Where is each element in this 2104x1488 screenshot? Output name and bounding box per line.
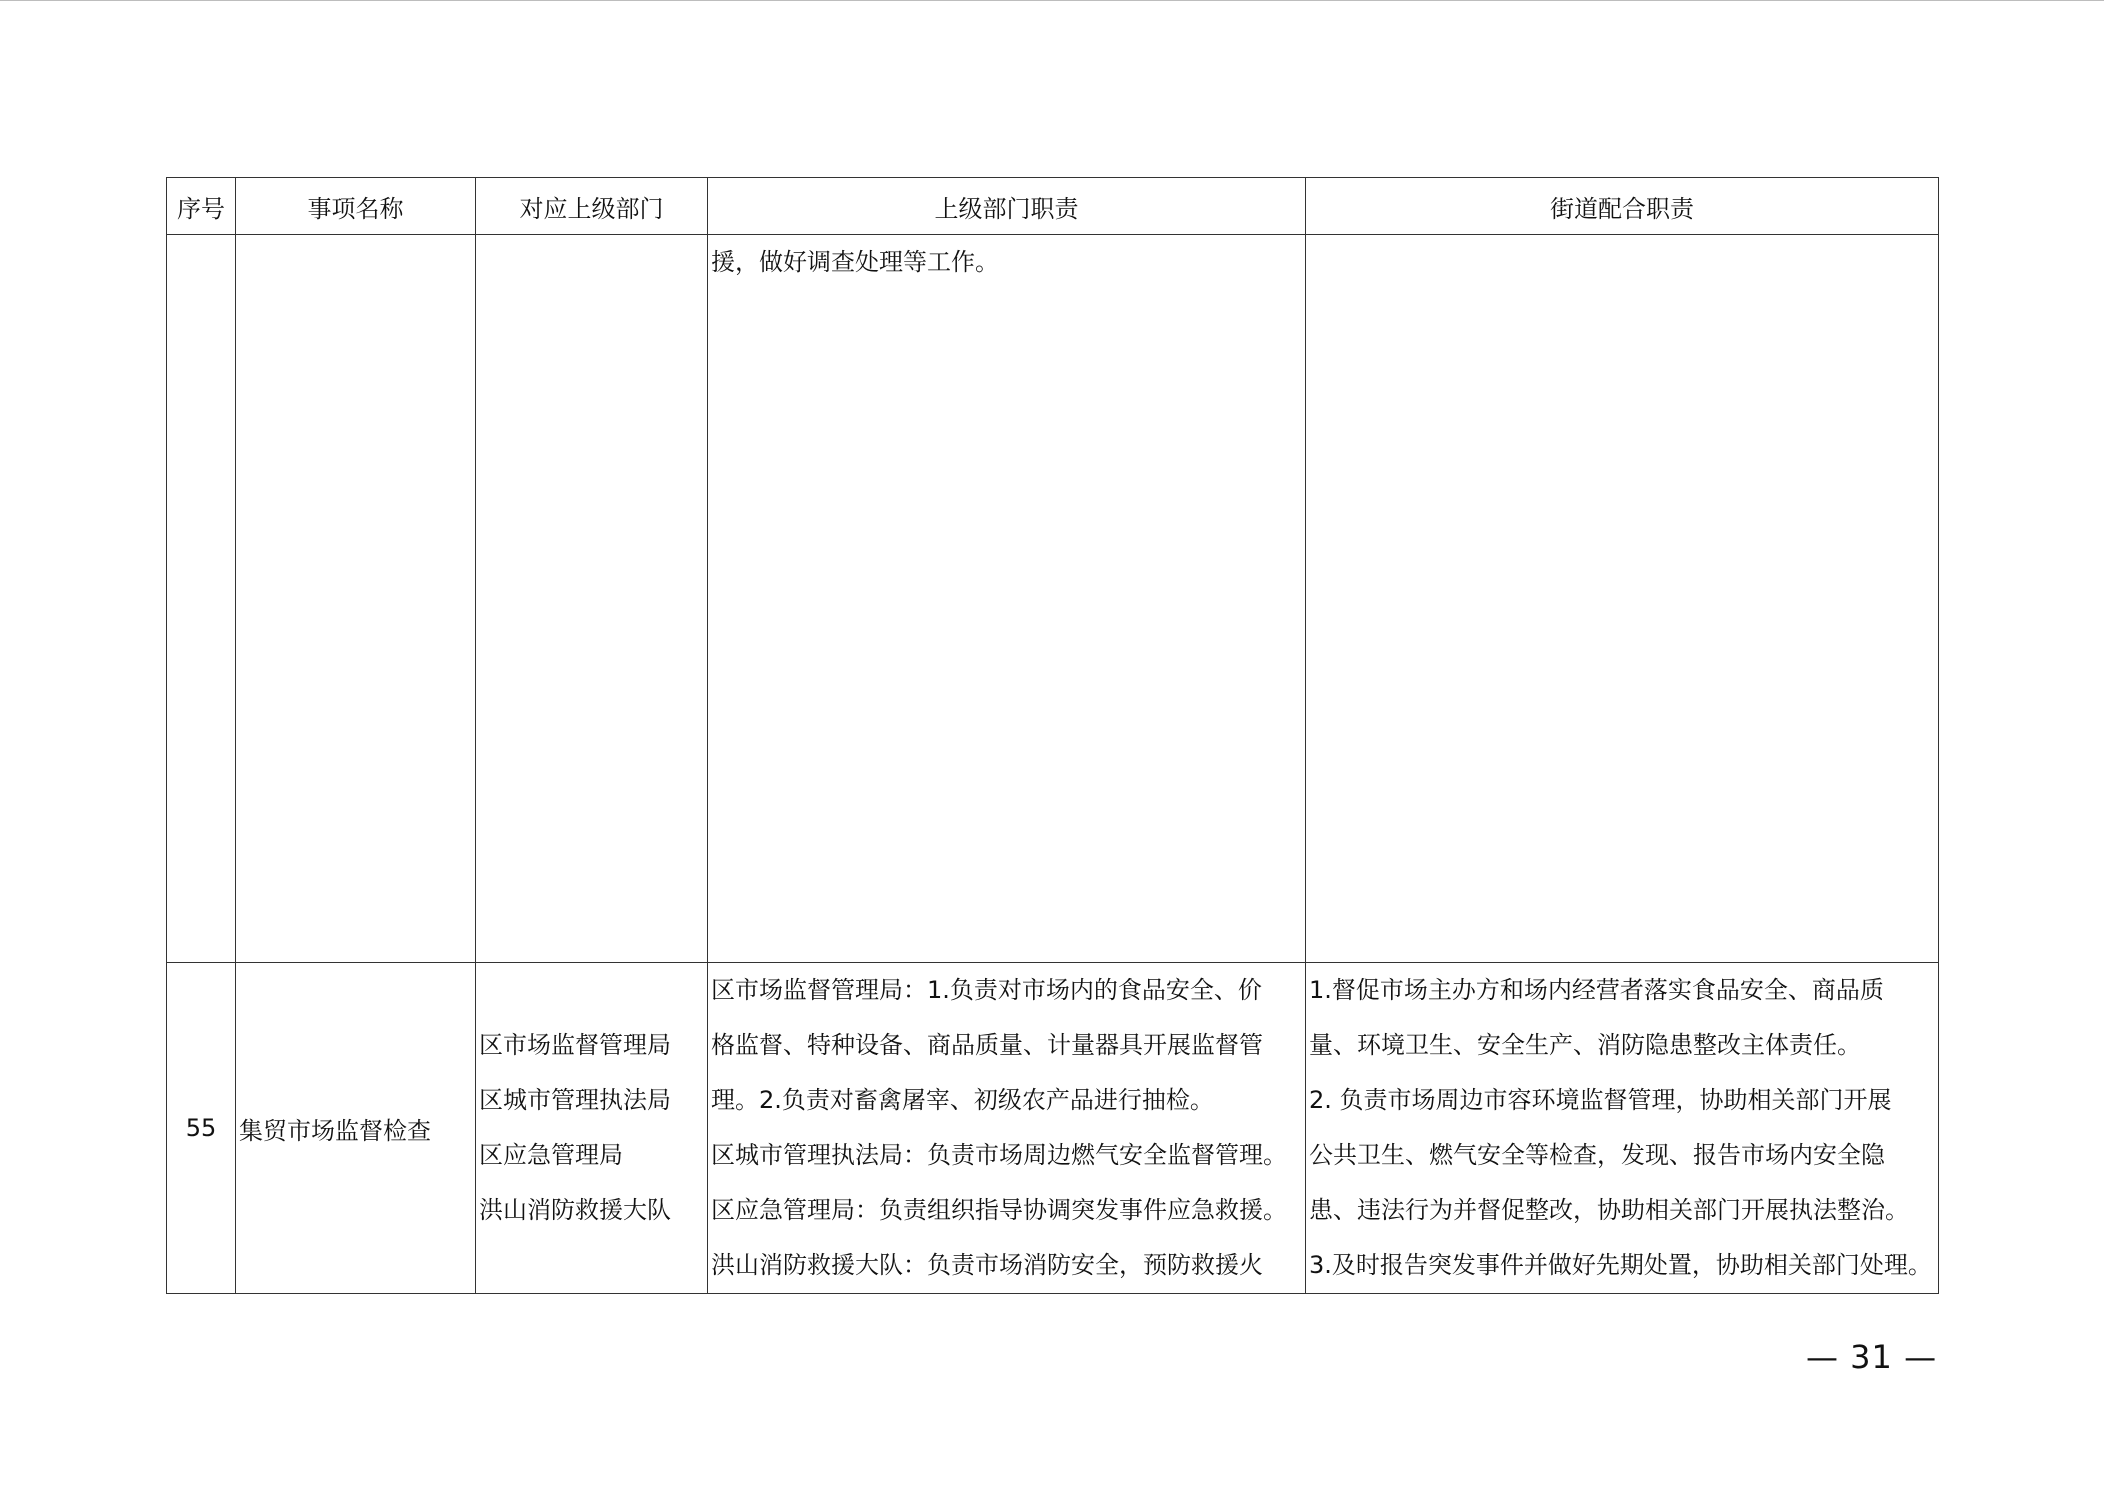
table-row-continuation bbox=[167, 235, 1939, 963]
page-number: — 31 — bbox=[1806, 1338, 1938, 1376]
superior-duty-line: 区应急管理局：负责组织指导协调突发事件应急救援。 bbox=[711, 1196, 1287, 1224]
header-item-name: 事项名称 bbox=[236, 178, 476, 235]
header-superior-duties: 上级部门职责 bbox=[708, 178, 1306, 235]
header-departments: 对应上级部门 bbox=[476, 178, 708, 235]
cell-departments bbox=[476, 963, 708, 1294]
header-index: 序号 bbox=[167, 178, 236, 235]
cell-item-name bbox=[236, 235, 476, 963]
superior-duty-line: 理。2.负责对畜禽屠宰、初级农产品进行抽检。 bbox=[711, 1086, 1214, 1114]
street-duty-line: 量、环境卫生、安全生产、消防隐患整改主体责任。 bbox=[1309, 1031, 1861, 1059]
superior-duty-line: 格监督、特种设备、商品质量、计量器具开展监督管 bbox=[711, 1031, 1263, 1059]
cell-superior-duties bbox=[708, 235, 1306, 963]
cell-street-duties bbox=[1306, 235, 1939, 963]
table-row-55 bbox=[167, 963, 1939, 1294]
department-line: 区城市管理执法局 bbox=[479, 1086, 671, 1114]
street-duty-line: 2. 负责市场周边市容环境监督管理，协助相关部门开展 bbox=[1309, 1086, 1892, 1114]
superior-duty-line: 区市场监督管理局：1.负责对市场内的食品安全、价 bbox=[711, 976, 1262, 1004]
superior-duty-line: 洪山消防救援大队：负责市场消防安全，预防救援火 bbox=[711, 1251, 1263, 1279]
street-duty-line: 公共卫生、燃气安全等检查，发现、报告市场内安全隐 bbox=[1309, 1141, 1885, 1169]
cell-departments bbox=[476, 235, 708, 963]
street-duty-line: 1.督促市场主办方和场内经营者落实食品安全、商品质 bbox=[1309, 976, 1884, 1004]
department-line: 洪山消防救援大队 bbox=[479, 1196, 671, 1224]
table-header-row bbox=[167, 178, 1939, 235]
cell-street-duties bbox=[1306, 963, 1939, 1294]
page-top-rule bbox=[0, 0, 2104, 1]
department-line: 区应急管理局 bbox=[479, 1141, 623, 1169]
header-street-duties: 街道配合职责 bbox=[1306, 178, 1939, 235]
cell-item-name: 集贸市场监督检查 bbox=[236, 963, 476, 1294]
cell-index bbox=[167, 235, 236, 963]
cell-index: 55 bbox=[167, 963, 236, 1294]
superior-duties-text: 援，做好调查处理等工作。 bbox=[711, 248, 999, 276]
cell-superior-duties bbox=[708, 963, 1306, 1294]
duty-table bbox=[166, 177, 1939, 1294]
street-duty-line: 患、违法行为并督促整改，协助相关部门开展执法整治。 bbox=[1309, 1196, 1909, 1224]
street-duty-line: 3.及时报告突发事件并做好先期处置，协助相关部门处理。 bbox=[1309, 1251, 1932, 1279]
superior-duty-line: 区城市管理执法局：负责市场周边燃气安全监督管理。 bbox=[711, 1141, 1287, 1169]
department-line: 区市场监督管理局 bbox=[479, 1031, 671, 1059]
